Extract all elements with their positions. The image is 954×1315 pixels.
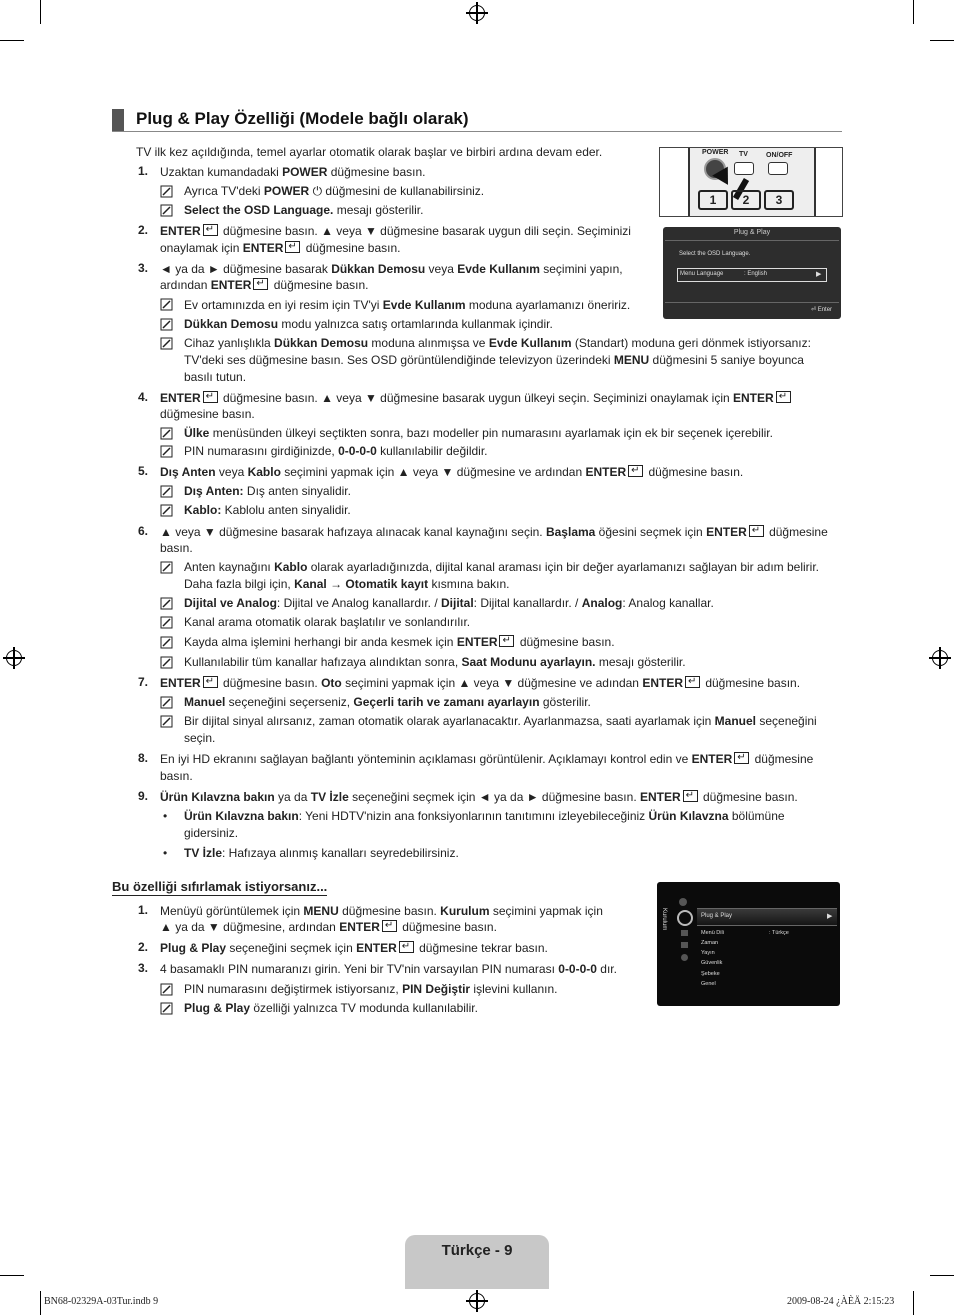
crop-mark	[40, 1291, 41, 1315]
menu-icon	[681, 942, 688, 948]
menu-item[interactable]: Şebeke	[701, 971, 720, 977]
registration-mark	[6, 650, 22, 666]
key-2: 2	[731, 190, 761, 210]
reset-subtitle: Bu özelliği sıfırlamak istiyorsanız...	[112, 879, 328, 894]
menu-selected-item[interactable]	[697, 908, 837, 926]
onoff-button-icon	[768, 162, 788, 175]
enter-icon: ⏎	[811, 307, 818, 313]
onoff-label: ON/OFF	[766, 152, 793, 159]
page-number: Türkçe - 9	[441, 1242, 513, 1259]
menu-icon	[681, 954, 688, 961]
menu-item-value: : Türkçe	[769, 930, 789, 936]
crop-mark	[40, 0, 41, 24]
menu-item[interactable]: Menü Dili	[701, 930, 724, 936]
osd-title: Plug & Play	[733, 229, 771, 236]
crop-mark	[0, 40, 24, 41]
print-file-info: BN68-02329A-03Tur.indb 9	[44, 1296, 159, 1307]
gear-icon	[677, 910, 693, 926]
registration-mark	[932, 650, 948, 666]
osd-language-field[interactable]	[677, 268, 827, 282]
osd-field-label: Menu Language	[680, 271, 724, 277]
section-title-bar	[112, 109, 842, 132]
menu-item[interactable]: Güvenlik	[701, 960, 723, 966]
registration-mark	[469, 1293, 485, 1309]
menu-item[interactable]: Zaman	[701, 940, 719, 946]
crop-mark	[930, 40, 954, 41]
menu-item[interactable]: Genel	[701, 981, 716, 987]
osd-enter-hint: ⏎ Enter	[811, 307, 833, 313]
remote-illustration	[659, 147, 843, 217]
tv-label: TV	[739, 151, 748, 158]
registration-mark	[469, 5, 485, 21]
print-timestamp: 2009-08-24 ¿ÀÈÄ 2:15:23	[787, 1296, 895, 1307]
crop-mark	[913, 0, 914, 24]
intro-text: TV ilk kez açıldığında, temel ayarlar otomatik olarak başlar ve birbiri ardına devam eder.	[136, 145, 603, 159]
power-label: POWER	[702, 149, 729, 156]
title-marker	[112, 109, 124, 131]
key-1: 1	[698, 190, 728, 210]
key-3: 3	[764, 190, 794, 210]
selected-label: Plug & Play	[701, 913, 733, 919]
osd-field-value: : English	[744, 271, 768, 277]
crop-mark	[913, 1291, 914, 1315]
menu-icon	[681, 930, 688, 936]
menu-item[interactable]: Yayın	[701, 950, 715, 956]
arrow-right-icon: ▶	[816, 271, 822, 278]
page-title: Plug & Play Özelliği (Modele bağlı olarak)	[136, 109, 469, 128]
crop-mark	[930, 1275, 954, 1276]
osd-setup-menu	[657, 882, 840, 1006]
osd-language-screen	[663, 227, 841, 319]
osd-side-label: Kurulum	[661, 908, 667, 931]
menu-icon	[679, 898, 687, 906]
arrow-right-icon: ▶	[827, 913, 833, 920]
tv-button-icon	[734, 162, 754, 175]
osd-prompt: Select the OSD Language.	[679, 251, 751, 257]
crop-mark	[0, 1275, 24, 1276]
